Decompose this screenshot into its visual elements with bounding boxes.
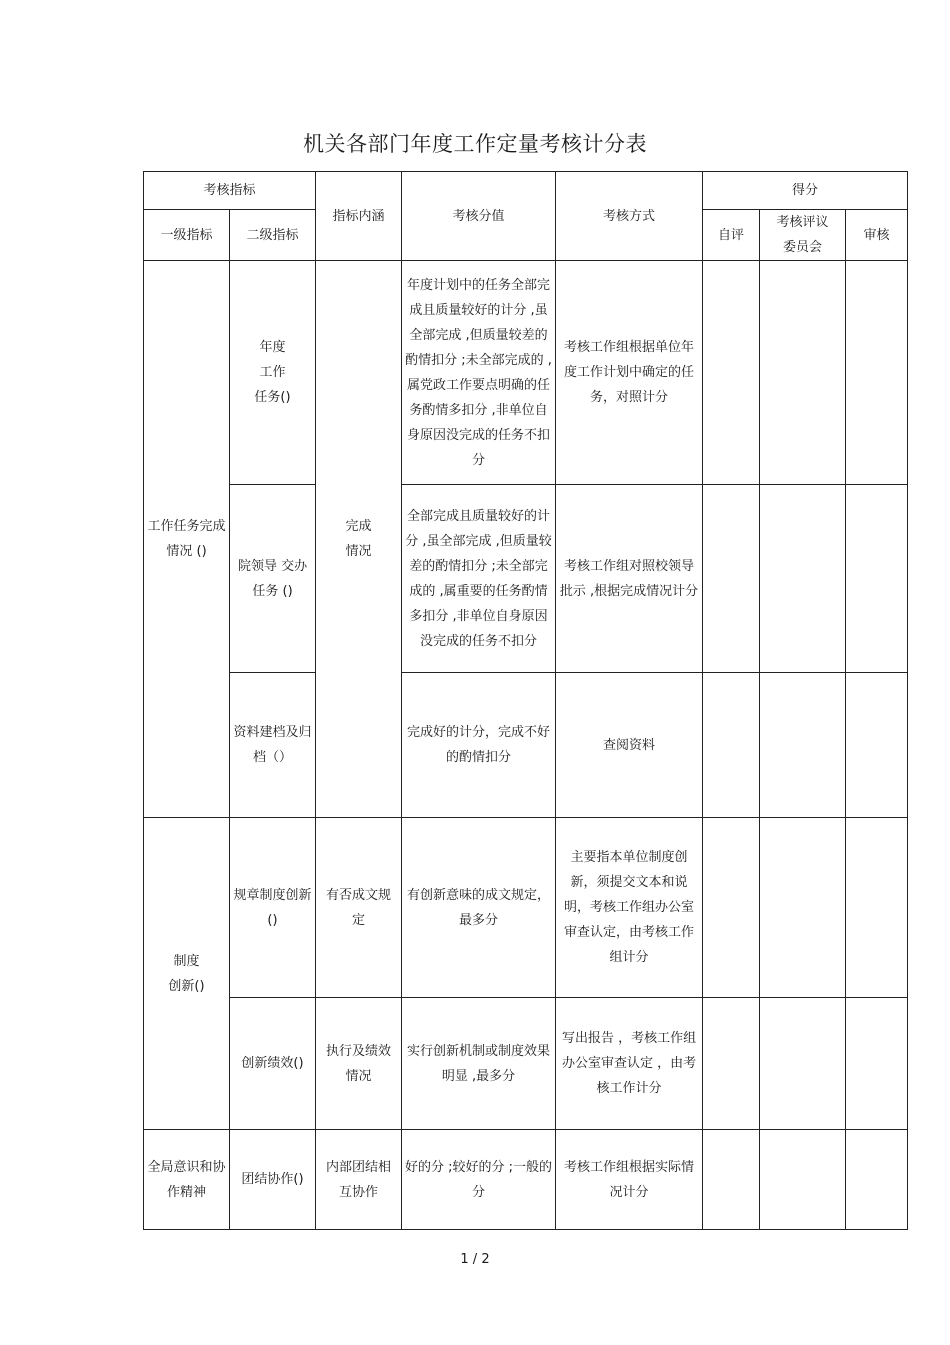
review-score-cell — [846, 998, 908, 1130]
score-value-cell: 实行创新机制或制度效果明显 ,最多分 — [402, 998, 556, 1130]
review-score-cell — [846, 673, 908, 818]
committee-score-cell — [760, 998, 846, 1130]
score-value-cell: 完成好的计分，完成不好的酌情扣分 — [402, 673, 556, 818]
self-score-cell — [703, 261, 760, 485]
level2-cell: 规章制度创新 () — [230, 818, 316, 998]
review-score-cell — [846, 818, 908, 998]
table-row — [144, 261, 908, 485]
committee-score-cell — [760, 485, 846, 673]
header-method: 考核方式 — [556, 172, 703, 261]
review-score-cell — [846, 261, 908, 485]
method-cell: 考核工作组对照校领导批示 ,根据完成情况计分 — [556, 485, 703, 673]
committee-score-cell — [760, 1130, 846, 1230]
method-cell: 主要指本单位制度创新，须提交文本和说明，考核工作组办公室审查认定，由考核工作组计分 — [556, 818, 703, 998]
header-row-1 — [144, 172, 908, 210]
committee-score-cell — [760, 818, 846, 998]
table-row — [144, 1130, 908, 1230]
self-score-cell — [703, 818, 760, 998]
self-score-cell — [703, 673, 760, 818]
table-row — [144, 673, 908, 818]
committee-score-cell — [760, 261, 846, 485]
connotation-cell: 内部团结相互协作 — [316, 1130, 402, 1230]
score-value-cell: 年度计划中的任务全部完成且质量较好的计分 ,虽全部完成 ,但质量较差的酌情扣分 ;未全部完成的 ,属党政工作要点明确的任务酌情多扣分 ,非单位自身原因没完成的任务不扣分 — [402, 261, 556, 485]
self-score-cell — [703, 485, 760, 673]
header-indicator: 考核指标 — [144, 172, 316, 210]
table-row — [144, 998, 908, 1130]
level2-cell: 院领导 交办任务 () — [230, 485, 316, 673]
header-review: 审核 — [846, 210, 908, 261]
header-self: 自评 — [703, 210, 760, 261]
method-cell: 考核工作组根据实际情况计分 — [556, 1130, 703, 1230]
connotation-cell: 有否成文规定 — [316, 818, 402, 998]
score-value-cell: 好的分 ;较好的分 ;一般的分 — [402, 1130, 556, 1230]
level2-cell: 资料建档及归档（） — [230, 673, 316, 818]
evaluation-table — [143, 171, 908, 1230]
page-title: 机关各部门年度工作定量考核计分表 — [303, 132, 647, 156]
method-cell: 考核工作组根据单位年度工作计划中确定的任务，对照计分 — [556, 261, 703, 485]
level2-cell: 年度工作任务() — [230, 261, 316, 485]
level1-cell: 全局意识和协作精神 — [144, 1130, 230, 1230]
level1-cell: 制度创新() — [144, 818, 230, 1130]
header-connotation: 指标内涵 — [316, 172, 402, 261]
level1-cell: 工作任务完成情况 () — [144, 261, 230, 818]
header-committee: 考核评议委员会 — [760, 210, 846, 261]
header-level1: 一级指标 — [144, 210, 230, 261]
connotation-cell: 完成情况 — [316, 261, 402, 818]
method-cell: 查阅资料 — [556, 673, 703, 818]
level2-cell: 团结协作() — [230, 1130, 316, 1230]
committee-score-cell — [760, 673, 846, 818]
page-number: 1 / 2 — [460, 1252, 490, 1267]
review-score-cell — [846, 485, 908, 673]
table-row — [144, 485, 908, 673]
header-score-value: 考核分值 — [402, 172, 556, 261]
score-value-cell: 全部完成且质量较好的计分 ,虽全部完成 ,但质量较差的酌情扣分 ;未全部完成的 ,属重要的任务酌情多扣分 ,非单位自身原因没完成的任务不扣分 — [402, 485, 556, 673]
score-value-cell: 有创新意味的成文规定，最多分 — [402, 818, 556, 998]
method-cell: 写出报告 ，考核工作组办公室审查认定 ，由考核工作计分 — [556, 998, 703, 1130]
table-row — [144, 818, 908, 998]
connotation-cell: 执行及绩效情况 — [316, 998, 402, 1130]
header-level2: 二级指标 — [230, 210, 316, 261]
level2-cell: 创新绩效() — [230, 998, 316, 1130]
review-score-cell — [846, 1130, 908, 1230]
self-score-cell — [703, 998, 760, 1130]
header-score: 得分 — [703, 172, 908, 210]
self-score-cell — [703, 1130, 760, 1230]
